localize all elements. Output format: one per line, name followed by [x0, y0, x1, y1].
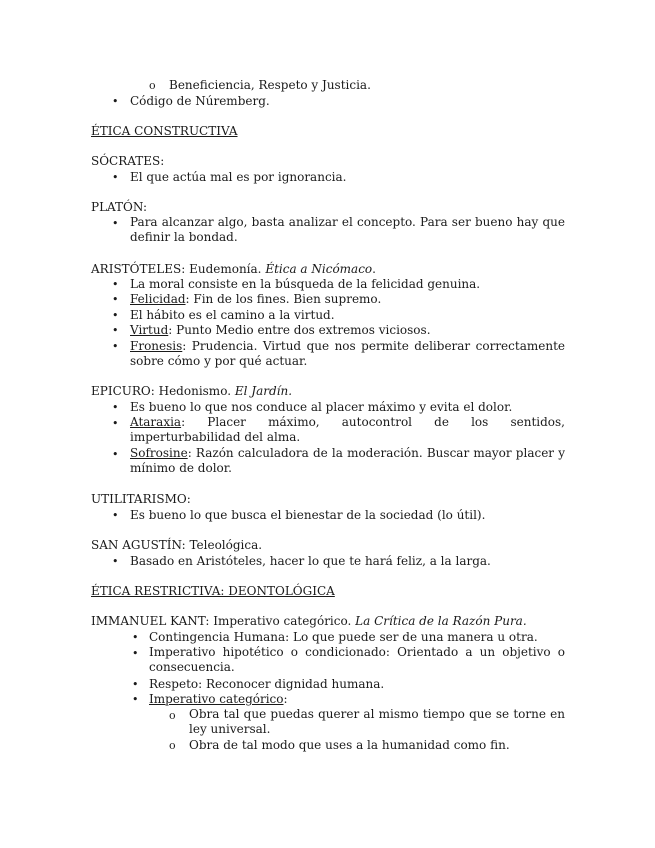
bullet-icon: • — [112, 309, 119, 322]
list-item — [130, 415, 565, 445]
concept: Teleológica. — [185, 538, 263, 552]
list-item: El que actúa mal es por ignorancia. — [130, 170, 347, 184]
bullet-icon: • — [132, 631, 139, 644]
philosopher-label: SAN AGUSTÍN: — [91, 538, 186, 552]
bullet-icon: • — [112, 95, 119, 108]
philosopher-label-platon: PLATÓN: — [91, 200, 148, 214]
list-item-nuremberg: Código de Núremberg. — [130, 94, 270, 108]
definition: : Prudencia. Virtud que nos permite deliberar correctamente sobre cómo y por qué actuar. — [130, 339, 565, 368]
philosopher-label-utilitarismo: UTILITARISMO: — [91, 492, 191, 506]
bullet-icon: • — [132, 647, 139, 660]
list-item — [130, 446, 565, 476]
term: Felicidad — [130, 292, 186, 306]
bullet-icon: • — [112, 401, 119, 414]
term: Sofrosine — [130, 446, 188, 460]
philosopher-heading-agustin — [91, 538, 262, 553]
philosopher-label: IMMANUEL KANT: — [91, 614, 210, 628]
philosopher-label-socrates: SÓCRATES: — [91, 154, 165, 168]
philosopher-heading-aristoteles — [91, 262, 376, 277]
concept: Imperativo categórico. — [209, 614, 356, 628]
circle-bullet-icon: o — [169, 739, 176, 752]
list-item: Es bueno lo que busca el bienestar de la sociedad (lo útil). — [130, 508, 486, 522]
definition: : Placer máximo, autocontrol de los sentidos, imperturbabilidad del alma. — [130, 415, 565, 444]
bullet-icon: • — [132, 678, 139, 691]
concept: Hedonismo. — [154, 384, 235, 398]
bullet-icon: • — [112, 417, 119, 430]
circle-bullet-icon: o — [169, 709, 176, 722]
work-title: El Jardín. — [234, 384, 293, 398]
bullet-icon: • — [132, 693, 139, 706]
section-heading-restrictiva: ÉTICA RESTRICTIVA: DEONTOLÓGICA — [91, 584, 335, 598]
philosopher-label: EPICURO: — [91, 384, 155, 398]
bullet-icon: • — [112, 278, 119, 291]
definition: : Razón calculadora de la moderación. Buscar mayor placer y mínimo de dolor. — [130, 446, 565, 475]
sub-item: Obra tal que puedas querer al mismo tiempo que se torne en ley universal. — [189, 707, 565, 736]
sub-item-principles: Beneficiencia, Respeto y Justicia. — [169, 78, 371, 92]
bullet-icon: • — [112, 171, 119, 184]
definition: : Punto Medio entre dos extremos viciosos. — [168, 323, 431, 337]
term: Fronesis — [130, 339, 183, 353]
philosopher-heading-epicuro — [91, 384, 292, 399]
philosopher-heading-kant — [91, 614, 527, 629]
list-item: Imperativo hipotético o condicionado: Orientado a un objetivo o consecuencia. — [149, 645, 565, 674]
bullet-icon: • — [112, 324, 119, 337]
bullet-icon: • — [112, 293, 119, 306]
list-item: Para alcanzar algo, basta analizar el concepto. Para ser bueno hay que definir la bondad. — [130, 215, 565, 244]
concept: Eudemonía. — [185, 262, 266, 276]
philosopher-label: ARISTÓTELES: — [91, 262, 186, 276]
period: . — [372, 262, 376, 276]
term: Virtud — [130, 323, 169, 337]
list-item: Contingencia Humana: Lo que puede ser de una manera u otra. — [149, 630, 538, 644]
list-item — [130, 339, 565, 369]
list-item: Respeto: Reconocer dignidad humana. — [149, 677, 385, 691]
definition: : — [283, 692, 288, 706]
term: Ataraxia — [130, 415, 182, 429]
list-item — [130, 292, 381, 307]
bullet-icon: • — [112, 448, 119, 461]
bullet-icon: • — [112, 509, 119, 522]
list-item: Basado en Aristóteles, hacer lo que te hará feliz, a la larga. — [130, 554, 491, 568]
work-title: La Crítica de la Razón Pura. — [355, 614, 527, 628]
bullet-icon: • — [112, 555, 119, 568]
list-item — [130, 323, 431, 338]
list-item — [149, 692, 288, 707]
circle-bullet-icon: o — [149, 79, 156, 92]
section-heading-constructiva: ÉTICA CONSTRUCTIVA — [91, 124, 238, 138]
bullet-icon: • — [112, 340, 119, 353]
definition: : Fin de los fines. Bien supremo. — [185, 292, 382, 306]
list-item: El hábito es el camino a la virtud. — [130, 308, 335, 322]
term: Imperativo categórico — [149, 692, 284, 706]
list-item: La moral consiste en la búsqueda de la felicidad genuina. — [130, 277, 481, 291]
work-title: Ética a Nicómaco — [265, 262, 373, 276]
list-item: Es bueno lo que nos conduce al placer máximo y evita el dolor. — [130, 400, 513, 414]
bullet-icon: • — [112, 217, 119, 230]
sub-item: Obra de tal modo que uses a la humanidad como fin. — [189, 738, 510, 752]
